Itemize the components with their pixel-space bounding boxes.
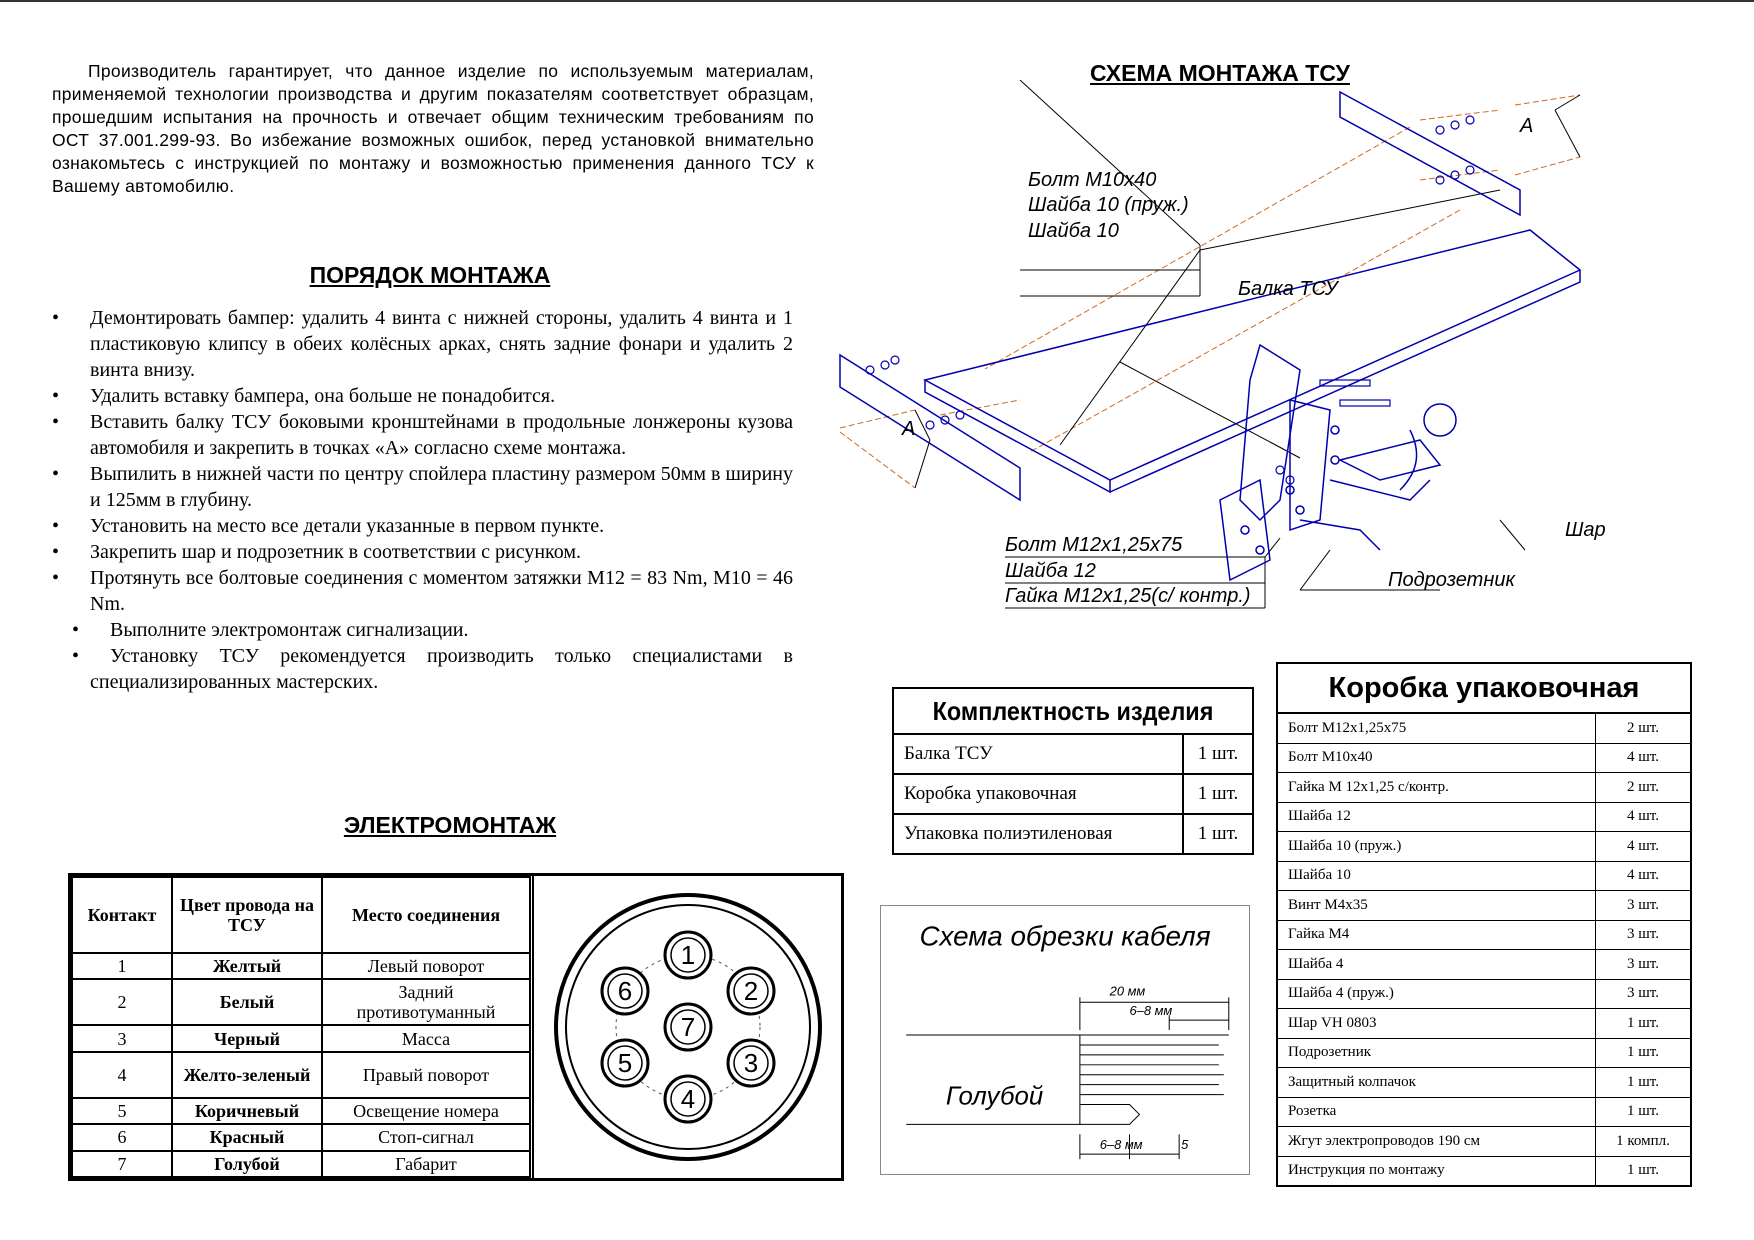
table-row	[1277, 743, 1691, 773]
item-cell: Гайка М4	[1277, 920, 1596, 950]
qty-cell: 4 шт.	[1596, 861, 1692, 891]
label-nut-m12: Гайка М12х1,25(с/ контр.)	[1005, 585, 1251, 607]
dim-6-8mm-top: 6–8 мм	[1129, 1003, 1173, 1019]
item-cell: Шайба 10	[1277, 861, 1596, 891]
warranty-paragraph: Производитель гарантирует, что данное изделие по используемым материалам, применяемой технологии производства и другим показателям соответствует образцам, прошедшим испытания на прочность и отвечает общим техническим требованиям по ОСТ 37.001.299-93. Во избежание возможных ошибок, перед установкой внимательно ознакомьтесь с инструкцией по монтажу и возможностью применения данного ТСУ к Вашему автомобилю.	[52, 61, 814, 196]
table-row	[72, 1098, 530, 1124]
item-cell: Болт М12х1,25х75	[1277, 713, 1596, 743]
item-cell: Винт М4х35	[1277, 891, 1596, 921]
qty-cell: 1 компл.	[1596, 1127, 1692, 1157]
item-cell: Упаковка полиэтиленовая	[893, 814, 1183, 854]
color-cell: Желтый	[172, 953, 322, 979]
table-row	[72, 1151, 530, 1177]
contact-cell: 6	[72, 1124, 172, 1150]
table-row	[1277, 1068, 1691, 1098]
table-row	[1277, 1009, 1691, 1039]
item-cell: Защитный колпачок	[1277, 1068, 1596, 1098]
color-cell: Черный	[172, 1025, 322, 1051]
cable-cut-diagram	[880, 905, 1250, 1175]
step-item: • Вставить балку ТСУ боковыми кронштейнами в продольные лонжероны кузова автомобиля и закрепить в точках «А» согласно схеме монтажа.	[48, 409, 793, 461]
item-cell: Гайка М 12х1,25 с/контр.	[1277, 773, 1596, 803]
table-row	[1277, 832, 1691, 862]
connection-cell: Левый поворот	[322, 953, 530, 979]
table-row	[72, 979, 530, 1025]
table-row	[1277, 713, 1691, 743]
item-cell: Шайба 12	[1277, 802, 1596, 832]
socket-pinout-diagram	[532, 876, 843, 1178]
step-item: • Демонтировать бампер: удалить 4 винта с нижней стороны, удалить 4 винта и 1 пластиковую клипсу в обеих колёсных арках, снять задние фонари и удалить 2 винта внизу.	[48, 305, 793, 383]
contact-cell: 7	[72, 1151, 172, 1177]
label-ball: Шар	[1565, 519, 1606, 541]
top-border	[0, 0, 1754, 2]
pin-3	[728, 1040, 774, 1086]
dim-20mm: 20 мм	[1109, 983, 1146, 999]
connection-cell: Габарит	[322, 1151, 530, 1177]
color-cell: Коричневый	[172, 1098, 322, 1124]
svg-text:5: 5	[617, 1048, 633, 1078]
item-cell: Коробка упаковочная	[893, 774, 1183, 814]
contact-cell: 1	[72, 953, 172, 979]
pin-2	[728, 968, 774, 1014]
item-cell: Инструкция по монтажу	[1277, 1156, 1596, 1186]
step-item: • Выпилить в нижней части по центру спойлера пластину размером 50мм в ширину и 125мм в глубину.	[48, 461, 793, 513]
kit-header-row	[893, 688, 1253, 734]
svg-text:1: 1	[680, 940, 696, 970]
qty-cell: 2 шт.	[1596, 713, 1692, 743]
item-cell: Подрозетник	[1277, 1038, 1596, 1068]
table-row	[72, 1124, 530, 1150]
table-row	[893, 774, 1253, 814]
dim-6-8mm-bottom: 6–8 мм	[1099, 1137, 1143, 1153]
connection-cell: Задний противотуманный	[322, 979, 530, 1025]
label-washer-12: Шайба 12	[1005, 560, 1096, 582]
table-row	[1277, 773, 1691, 803]
contact-cell: 4	[72, 1052, 172, 1098]
table-row	[1277, 920, 1691, 950]
scheme-heading: СХЕМА МОНТАЖА ТСУ	[1090, 60, 1350, 86]
order-heading: ПОРЯДОК МОНТАЖА	[309, 262, 551, 288]
label-bolt-m12: Болт М12х1,25х75	[1005, 534, 1183, 556]
table-row	[893, 734, 1253, 774]
label-socket-plate: Подрозетник	[1388, 569, 1515, 591]
box-header-row	[1277, 663, 1691, 713]
qty-cell: 4 шт.	[1596, 743, 1692, 773]
qty-cell: 1 шт.	[1183, 814, 1253, 854]
qty-cell: 2 шт.	[1596, 773, 1692, 803]
color-cell: Желто-зеленый	[172, 1052, 322, 1098]
wiring-table	[71, 876, 531, 1178]
header-connection: Место соединения	[322, 877, 530, 953]
qty-cell: 4 шт.	[1596, 832, 1692, 862]
step-item: • Установить на место все детали указанные в первом пункте.	[48, 513, 793, 539]
step-item: • Выполните электромонтаж сигнализации.	[48, 617, 793, 643]
pin-7	[665, 1004, 711, 1050]
table-row	[1277, 861, 1691, 891]
qty-cell: 4 шт.	[1596, 802, 1692, 832]
table-row	[72, 1052, 530, 1098]
label-washer-10-spring: Шайба 10 (пруж.)	[1028, 194, 1189, 216]
connection-cell: Стоп-сигнал	[322, 1124, 530, 1150]
installation-steps	[48, 305, 793, 695]
mounting-diagram	[820, 80, 1700, 640]
qty-cell: 1 шт.	[1183, 774, 1253, 814]
connection-cell: Правый поворот	[322, 1052, 530, 1098]
color-cell: Голубой	[172, 1151, 322, 1177]
table-row	[72, 953, 530, 979]
connection-cell: Освещение номера	[322, 1098, 530, 1124]
contact-cell: 5	[72, 1098, 172, 1124]
svg-text:3: 3	[743, 1048, 759, 1078]
box-contents-table	[1276, 662, 1692, 1187]
qty-cell: 1 шт.	[1596, 1038, 1692, 1068]
qty-cell: 1 шт.	[1596, 1156, 1692, 1186]
item-cell: Шайба 4 (пруж.)	[1277, 979, 1596, 1009]
label-point-a-left: А	[902, 418, 916, 440]
label-washer-10: Шайба 10	[1028, 220, 1119, 242]
label-beam: Балка ТСУ	[1238, 278, 1338, 300]
color-cell: Красный	[172, 1124, 322, 1150]
cable-color-label: Голубой	[945, 1082, 1044, 1111]
table-row	[1277, 1038, 1691, 1068]
cable-title: Схема обрезки кабеля	[919, 920, 1211, 952]
dim-5: 5	[1181, 1137, 1189, 1153]
table-row	[1277, 979, 1691, 1009]
header-contact: Контакт	[72, 877, 172, 953]
item-cell: Розетка	[1277, 1097, 1596, 1127]
kit-title: Комплектность изделия	[911, 688, 1235, 734]
svg-text:2: 2	[743, 976, 759, 1006]
step-item: • Закрепить шар и подрозетник в соответствии с рисунком.	[48, 539, 793, 565]
header-wire-color: Цвет провода на ТСУ	[172, 877, 322, 953]
qty-cell: 1 шт.	[1596, 1009, 1692, 1039]
contact-cell: 2	[72, 979, 172, 1025]
item-cell: Шар VH 0803	[1277, 1009, 1596, 1039]
wiring-block	[68, 873, 844, 1181]
box-title: Коробка упаковочная	[1277, 663, 1691, 713]
step-item: • Протянуть все болтовые соединения с моментом затяжки М12 = 83 Nm, М10 = 46 Nm.	[48, 565, 793, 617]
pin-1	[665, 932, 711, 978]
svg-text:7: 7	[680, 1012, 696, 1042]
label-point-a-top: А	[1520, 115, 1534, 137]
pin-5	[602, 1040, 648, 1086]
table-row	[1277, 1097, 1691, 1127]
label-bolt-m10: Болт М10х40	[1028, 169, 1157, 191]
table-row	[1277, 891, 1691, 921]
qty-cell: 3 шт.	[1596, 950, 1692, 980]
item-cell: Шайба 4	[1277, 950, 1596, 980]
qty-cell: 3 шт.	[1596, 891, 1692, 921]
qty-cell: 1 шт.	[1596, 1097, 1692, 1127]
item-cell: Болт М10х40	[1277, 743, 1596, 773]
qty-cell: 3 шт.	[1596, 920, 1692, 950]
qty-cell: 1 шт.	[1183, 734, 1253, 774]
connection-cell: Масса	[322, 1025, 530, 1051]
table-row	[1277, 950, 1691, 980]
table-row	[1277, 1127, 1691, 1157]
qty-cell: 3 шт.	[1596, 979, 1692, 1009]
item-cell: Балка ТСУ	[893, 734, 1183, 774]
table-row	[893, 814, 1253, 854]
pin-4	[665, 1076, 711, 1122]
pin-6	[602, 968, 648, 1014]
qty-cell: 1 шт.	[1596, 1068, 1692, 1098]
item-cell: Шайба 10 (пруж.)	[1277, 832, 1596, 862]
color-cell: Белый	[172, 979, 322, 1025]
electrical-heading: ЭЛЕКТРОМОНТАЖ	[343, 812, 557, 838]
table-row	[1277, 1156, 1691, 1186]
kit-table	[892, 687, 1254, 855]
wiring-header-row	[72, 877, 530, 953]
item-cell: Жгут электропроводов 190 см	[1277, 1127, 1596, 1157]
contact-cell: 3	[72, 1025, 172, 1051]
table-row	[1277, 802, 1691, 832]
table-row	[72, 1025, 530, 1051]
step-item: • Установку ТСУ рекомендуется производить только специалистами в специализированных мастерских.	[48, 643, 793, 695]
step-item: • Удалить вставку бампера, она больше не понадобится.	[48, 383, 793, 409]
svg-text:6: 6	[617, 976, 633, 1006]
svg-text:4: 4	[680, 1084, 696, 1114]
